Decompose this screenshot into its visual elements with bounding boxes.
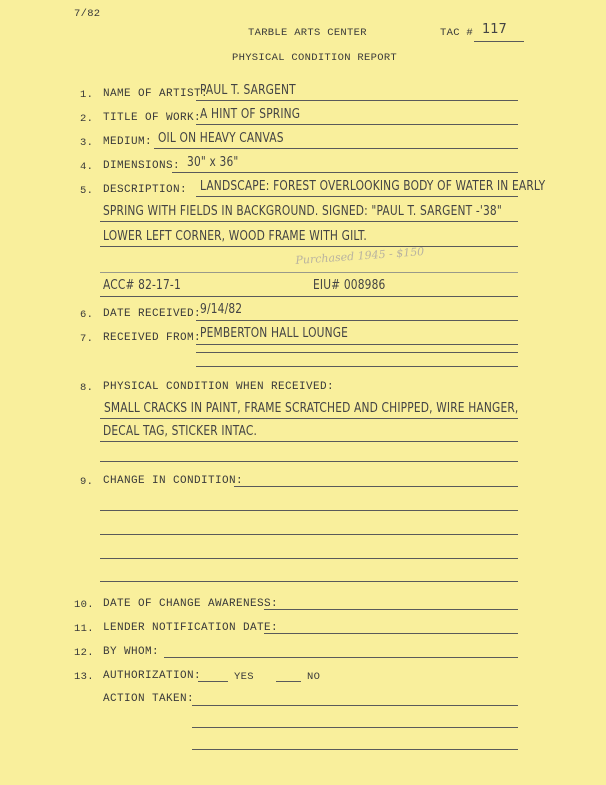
received-from-line-2 — [196, 352, 518, 353]
description-rule-2 — [100, 221, 518, 222]
pencil-rule — [100, 272, 518, 273]
field-number: 6. — [80, 309, 94, 321]
artist-value: PAUL T. SARGENT — [200, 83, 296, 98]
field-number: 12. — [74, 647, 94, 659]
dimensions-label: DIMENSIONS: — [103, 160, 181, 172]
received-from-line-3 — [196, 366, 518, 367]
dimensions-line — [172, 172, 518, 173]
field-number: 2. — [80, 113, 94, 125]
physical-condition-rule-3 — [100, 461, 518, 462]
date-received-value: 9/14/82 — [200, 302, 243, 317]
action-taken-line-3 — [192, 749, 518, 750]
change-in-condition-line-4 — [100, 558, 518, 559]
physical-condition-line-2: DECAL TAG, STICKER INTAC. — [103, 424, 258, 439]
tac-label: TAC # — [440, 27, 474, 39]
report-title: PHYSICAL CONDITION REPORT — [232, 52, 398, 64]
date-received-label: DATE RECEIVED: — [103, 308, 202, 320]
physical-condition-rule-1 — [100, 418, 518, 419]
authorization-no: NO — [307, 671, 321, 683]
change-in-condition-line-5 — [100, 581, 518, 582]
date-code: 7/82 — [74, 8, 101, 20]
medium-value: OIL ON HEAVY CANVAS — [158, 131, 284, 146]
action-taken-label: ACTION TAKEN: — [103, 693, 195, 705]
eiu-number: EIU# 008986 — [313, 278, 386, 293]
title-line — [196, 124, 518, 125]
org-name: TARBLE ARTS CENTER — [248, 27, 367, 39]
field-number: 11. — [74, 623, 94, 635]
date-change-awareness-line — [264, 609, 518, 610]
medium-line — [154, 148, 518, 149]
field-number: 4. — [80, 161, 94, 173]
by-whom-label: BY WHOM: — [103, 646, 160, 658]
change-in-condition-line-1 — [234, 486, 518, 487]
received-from-label: RECEIVED FROM: — [103, 332, 202, 344]
field-number: 7. — [80, 333, 94, 345]
field-number: 8. — [80, 382, 94, 394]
acc-rule — [100, 296, 518, 297]
authorization-no-blank — [276, 681, 301, 682]
description-line-2: SPRING WITH FIELDS IN BACKGROUND. SIGNED: "PAUL T. SARGENT -'38" — [103, 204, 502, 219]
date-change-awareness-label: DATE OF CHANGE AWARENESS: — [103, 598, 279, 610]
physical-condition-line-1: SMALL CRACKS IN PAINT, FRAME SCRATCHED AND CHIPPED, WIRE HANGER, — [104, 401, 519, 416]
artist-line — [196, 100, 518, 101]
authorization-yes: YES — [234, 671, 254, 683]
acc-number: ACC# 82-17-1 — [103, 278, 181, 293]
authorization-yes-blank — [198, 681, 228, 682]
physical-condition-label: PHYSICAL CONDITION WHEN RECEIVED: — [103, 381, 335, 393]
pencil-note: Purchased 1945 - $150 — [295, 245, 425, 267]
action-taken-line-2 — [192, 727, 518, 728]
artist-label: NAME OF ARTIST: — [103, 88, 209, 100]
field-number: 9. — [80, 476, 94, 488]
title-value: A HINT OF SPRING — [200, 107, 301, 122]
field-number: 1. — [80, 89, 94, 101]
field-number: 10. — [74, 599, 94, 611]
lender-notification-line — [264, 633, 518, 634]
tac-underline — [474, 41, 524, 42]
medium-label: MEDIUM: — [103, 136, 153, 148]
title-label: TITLE OF WORK: — [103, 112, 202, 124]
change-in-condition-line-3 — [100, 534, 518, 535]
description-line-1: LANDSCAPE: FOREST OVERLOOKING BODY OF WATER IN EARLY — [200, 179, 546, 194]
lender-notification-label: LENDER NOTIFICATION DATE: — [103, 622, 279, 634]
description-line-3: LOWER LEFT CORNER, WOOD FRAME WITH GILT. — [103, 229, 367, 244]
change-in-condition-line-2 — [100, 510, 518, 511]
description-rule-1 — [196, 196, 518, 197]
authorization-label: AUTHORIZATION: — [103, 670, 202, 682]
dimensions-value: 30" x 36" — [187, 155, 239, 170]
by-whom-line — [164, 657, 518, 658]
received-from-line-1 — [196, 344, 518, 345]
change-in-condition-label: CHANGE IN CONDITION: — [103, 475, 244, 487]
tac-number: 117 — [482, 22, 507, 37]
physical-condition-rule-2 — [100, 441, 518, 442]
received-from-value: PEMBERTON HALL LOUNGE — [200, 326, 349, 341]
field-number: 13. — [74, 671, 94, 683]
field-number: 5. — [80, 185, 94, 197]
field-number: 3. — [80, 137, 94, 149]
action-taken-line-1 — [192, 705, 518, 706]
description-rule-3 — [100, 246, 518, 247]
description-label: DESCRIPTION: — [103, 184, 188, 196]
date-received-line — [196, 320, 518, 321]
